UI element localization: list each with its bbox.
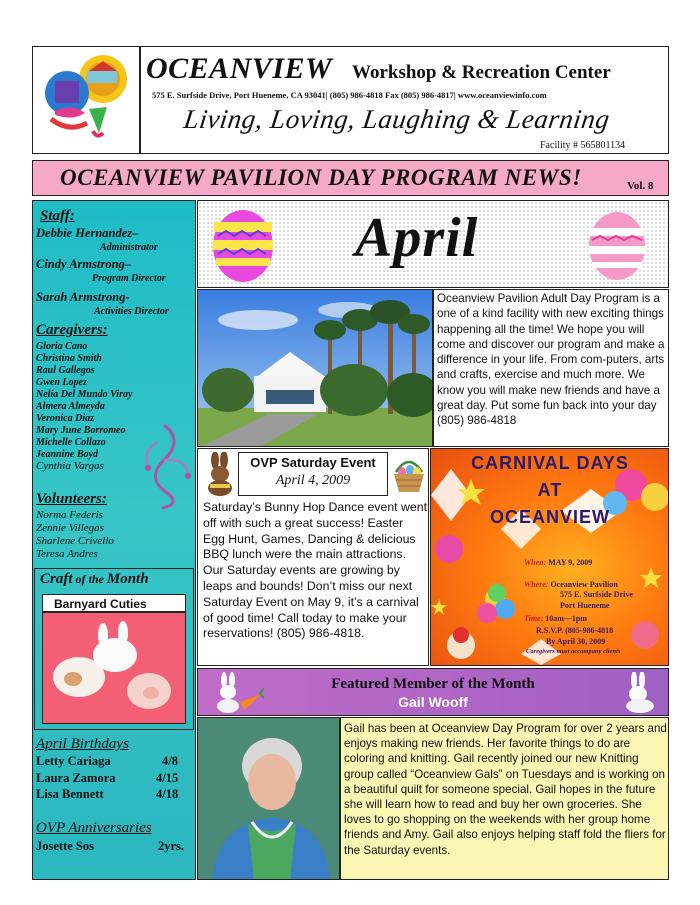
caregivers-heading: Caregivers: [36,322,108,338]
featured-text: Gail has been at Oceanview Day Program for over 2 years and enjoys making new friends. Her favorite things to do are coloring and knitting. Gail recently joined our new Knitting group called “Oceanview Gals” on Tuesdays and is working on a beautiful quilt for someone special. Gail hopes in the future she will learn how to read and buy her own groceries. She loves to go shopping on the weekends with her group home friends and Amy. Gail also enjoys helping staff fold the fliers for the Saturday events. [344,722,667,857]
logo-box [32,46,140,154]
caregiver-name: Raul Gallegos [36,365,95,376]
oceanview-logo-icon [33,47,139,153]
staff-heading: Staff: [40,208,75,224]
birthday-date: 4/8 [162,754,178,768]
saturday-event-date: April 4, 2009 [275,473,351,488]
birthdays-heading: April Birthdays [36,736,129,752]
volunteer-name: Sharlene Crivello [36,535,114,547]
caregiver-name: Mary June Borromeo [36,425,126,436]
carnival-time: Time: 10am—1pm [524,614,588,623]
caregiver-name: Gloria Cano [36,341,88,352]
caregiver-name: Almera Almeyda [36,401,105,412]
caregiver-name: Jeannine Boyd [36,449,98,460]
caregiver-name: Christina Smith [36,353,102,364]
saturday-event-text: Saturday’s Bunny Hop Dance event went off with such a great success! Easter Egg Hunt, Games, Dancing & delicious BBQ lunch were the main attractions. Our Saturday events are growing by leaps and bounds! Don’t miss our next Saturday Event on May 9, it’s a carnival of good time! Call today to make your reservations! (805) 986-4818. [203,500,427,641]
carnival-by: By April 30, 2009 [546,637,606,646]
anniversary-name: Josette Sos [36,839,94,853]
org-address: 575 E. Surfside Drive, Port Hueneme, CA 93041| (805) 986-4818 Fax (805) 986-4817| www.oceanviewinfo.com [152,90,547,100]
craft-label: Barnyard Cuties [54,597,147,611]
saturday-event-title: OVP Saturday Event [250,455,376,470]
staff-role: Program Director [92,273,166,284]
caregiver-name: Gwen Lopez [36,377,87,388]
chocolate-bunny-icon [204,452,236,496]
carnival-when: When: MAY 9, 2009 [524,558,593,567]
building-photo [197,289,433,447]
volunteers-heading: Volunteers: [36,491,107,507]
org-name: OCEANVIEW [146,52,333,85]
birthday-name: Lisa Bennett [36,787,104,801]
volume-label: Vol. 8 [627,180,654,192]
carnival-where-line: 575 E. Surfside Drive [560,590,633,599]
staff-name: Debbie Hernandez– [36,226,139,240]
caregiver-name: Veronica Diaz [36,413,95,424]
facility-number: Facility # 565801134 [540,140,626,151]
birthday-name: Laura Zamora [36,771,116,785]
staff-name: Sarah Armstrong- [36,290,130,304]
easter-egg-icon [586,206,648,282]
easter-egg-icon [210,206,276,284]
featured-title: Featured Member of the Month [331,676,535,692]
barnyard-animals-icon [43,613,185,723]
carnival-where-line: Port Hueneme [560,601,610,610]
staff-name: Cindy Armstrong– [36,257,132,271]
craft-heading: Craft of the Month [40,571,149,587]
volunteer-name: Zennie Villegas [36,522,104,534]
birthday-name: Letty Cariaga [36,754,111,768]
carnival-rsvp: R.S.V.P. (805-986-4818 [536,626,614,635]
caregiver-name: Nelia Del Mundo Viray [36,389,133,400]
easter-basket-icon [392,452,426,494]
carnival-note: Caregivers must accompany clients [526,648,621,655]
birthday-date: 4/15 [156,771,179,785]
month-title: April [355,207,479,269]
staff-role: Activities Director [94,306,169,317]
org-subtitle: Workshop & Recreation Center [352,62,611,83]
member-portrait-icon [198,718,340,880]
anniversaries-heading: OVP Anniversaries [36,820,152,836]
carnival-where: Where: Oceanview Pavilion [524,580,618,589]
banner-title: OCEANVIEW PAVILION DAY PROGRAM NEWS! [60,165,582,190]
volunteer-name: Norma Federis [36,509,103,521]
craft-photo [42,612,186,724]
swirl-ornament-icon [134,420,194,510]
staff-role: Administrator [100,242,158,253]
carnival-title: CARNIVAL DAYS AT OCEANVIEW [471,453,629,527]
anniversary-years: 2yrs. [158,839,185,853]
intro-text: Oceanview Pavilion Adult Day Program is a one of a kind facility with new exciting things happening all the time! We hope you will come and discover our program and make a difference in your life. From com-puters, arts and crafts, exercise and much more. We know you will make new friends and have a great day. Put some fun back into your day (805) 986-4818 [437,292,665,428]
featured-name: Gail Wooff [398,694,468,710]
birthday-date: 4/18 [156,787,179,801]
building-palm-trees-icon [198,290,433,447]
member-photo [197,717,340,880]
caregiver-name: Michelle Collazo [36,437,106,448]
tagline: Living, Loving, Laughing & Learning [181,104,612,134]
volunteer-name: Teresa Andres [36,548,98,560]
caregiver-name: Cynthia Vargas [36,460,104,472]
